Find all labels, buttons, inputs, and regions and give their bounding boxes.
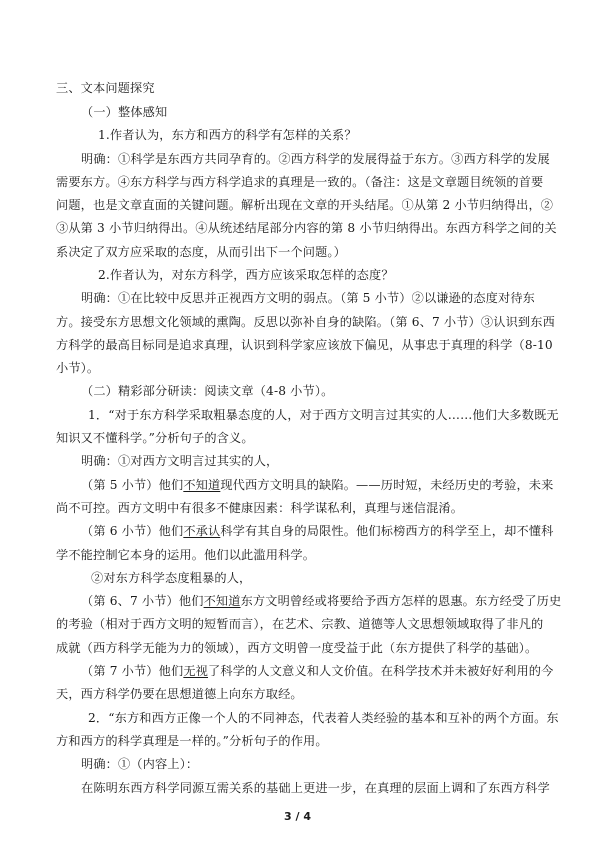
answer-line: （第 7 小节）他们无视了科学的人文意义和人文价值。在科学技术并未被好好利用的今	[81, 664, 554, 678]
subsection-heading: （二）精彩部分研读：阅读文章（4-8 小节）。	[81, 384, 334, 398]
underlined-keyword: 不知道	[203, 594, 241, 608]
answer-line: ②对东方科学态度粗暴的人，	[91, 571, 252, 585]
answer-line: （第 5 小节）他们不知道现代西方文明具的缺陷。——历时短，未经历史的考验，未来	[81, 478, 554, 492]
answer-line: 方科学的最高目标同是追求真理，认识到科学家应该放下偏见，从事忠于真理的科学（8-10	[56, 338, 553, 352]
section-heading: 三、文本问题探究	[56, 81, 155, 95]
answer-line: 天，西方科学仍要在思想道德上向东方取经。	[56, 687, 303, 701]
question-line: 2．“东方和西方正像一个人的不同神态，代表着人类经验的基本和互补的两个方面。东	[88, 711, 559, 725]
answer-line: 明确：①科学是东西方共同孕育的。②西方科学的发展得益于东方。③西方科学的发展	[81, 152, 550, 166]
answer-line: （第 6、7 小节）他们不知道东方文明曾经或将要给予西方怎样的恩惠。东方经受了历史	[81, 594, 562, 608]
answer-line: 明确：①（内容上）：	[81, 757, 199, 771]
answer-line: 需要东方。④东方科学与西方科学追求的真理是一致的。（备注：这是文章题目统领的首要	[56, 175, 544, 189]
answer-line: 明确：①在比较中反思并正视西方文明的弱点。（第 5 小节）②以谦逊的态度对待东	[81, 291, 536, 305]
underlined-keyword: 不知道	[183, 478, 221, 492]
answer-line: 明确：①对西方文明言过其实的人，	[81, 454, 279, 468]
question-line: 知识又不懂科学。”分析句子的含义。	[56, 431, 254, 445]
question-line: 1.作者认为，东方和西方的科学有怎样的关系？	[98, 128, 357, 142]
answer-line: 在陈明东西方科学同源互需关系的基础上更进一步，在真理的层面上调和了东西方科学	[81, 781, 550, 795]
answer-line: 系决定了双方应采取的态度，从而引出下一个问题。）	[56, 245, 346, 259]
question-line: 2.作者认为，对东方科学，西方应该采取怎样的态度？	[98, 268, 394, 282]
answer-line: 学不能控制它本身的运用。他们以此滥用科学。	[56, 548, 316, 562]
question-line: 方和西方的科学真理是一样的。”分析句子的作用。	[56, 734, 328, 748]
answer-line: 成就（西方科学无能为力的领域），西方文明曾一度受益于此（东方提供了科学的基础）。	[56, 641, 538, 655]
subsection-heading: （一）整体感知	[81, 105, 168, 119]
answer-line: 问题，也是文章直面的关键问题。解析出现在文章的开头结尾。①从第 2 小节归纳得出，②	[56, 198, 554, 212]
answer-line: 小节）。	[56, 361, 100, 375]
answer-line: 方。接受东方思想文化领域的熏陶。反思以弥补自身的缺陷。（第 6、7 小节）③认识到东西	[56, 315, 555, 329]
underlined-keyword: 不承认	[183, 524, 221, 538]
answer-line: （第 6 小节）他们不承认科学有其自身的局限性。他们标榜西方的科学至上，却不懂科	[81, 524, 554, 538]
question-line: 1．“对于东方科学采取粗暴态度的人，对于西方文明言过其实的人……他们大多数既无	[88, 408, 559, 422]
underlined-keyword: 无视	[183, 664, 209, 678]
page-number: 3 / 4	[284, 810, 311, 823]
answer-line: ③从第 3 小节归纳得出。④从统述结尾部分内容的第 8 小节归纳得出。东西方科学之间的关	[56, 221, 557, 235]
answer-line: 的考验（相对于西方文明的短暂而言），在艺术、宗教、道德等人文思想领域取得了非凡的	[56, 617, 544, 631]
answer-line: 尚不可控。西方文明中有很多不健康因素：科学谋私利，真理与迷信混淆。	[56, 501, 464, 515]
